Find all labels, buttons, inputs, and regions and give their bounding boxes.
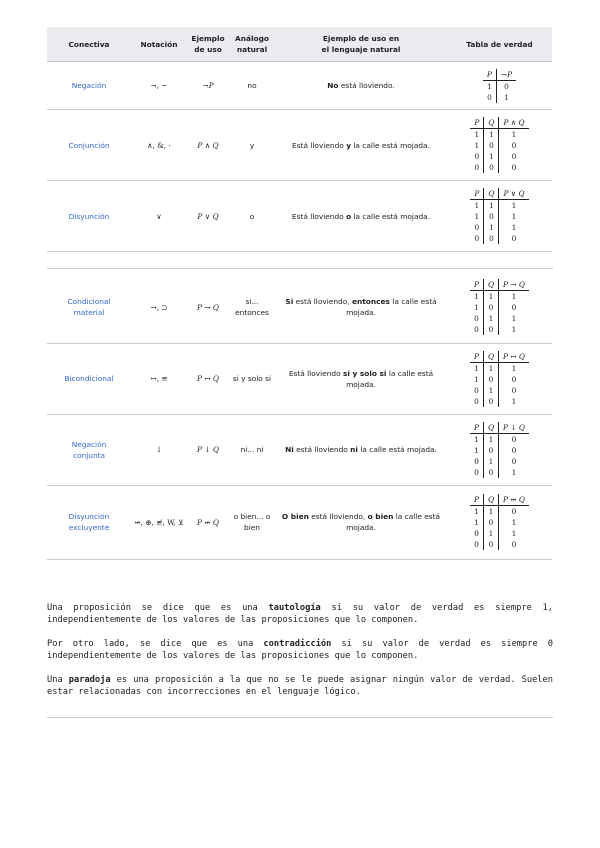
truth-table-row — [470, 433, 529, 445]
paragraph-paradoja — [47, 674, 553, 698]
truth-value: 1 — [484, 151, 499, 162]
natural-analog — [229, 485, 275, 559]
truth-value: 1 — [470, 129, 483, 141]
truth-value: 1 — [470, 517, 483, 528]
header-conectiva: Conectiva — [47, 27, 131, 62]
truth-value: 1 — [511, 314, 517, 324]
truth-value: 0 — [483, 92, 496, 103]
header-ejemplo-uso-line1: Ejemplo — [191, 34, 225, 43]
truth-value: 0 — [483, 324, 498, 335]
sentence-segment: ni — [350, 445, 358, 454]
connective-name-line: material — [73, 308, 105, 318]
truth-value: 0 — [470, 467, 483, 478]
natural-analog-line: bien — [244, 523, 260, 532]
sentence-segment: la calle está mojada. — [351, 211, 431, 221]
truth-value: 0 — [511, 456, 517, 466]
sentence-segment: si y solo si — [342, 368, 387, 378]
truth-value: 0 — [511, 540, 517, 549]
notation: ∧, &, · — [131, 110, 187, 181]
sentence-segment: la calle está mojada. — [346, 512, 441, 532]
truth-table-row — [470, 162, 528, 173]
truth-table-row — [470, 396, 529, 407]
truth-table-row — [470, 211, 528, 222]
sentence-segment: o bien — [367, 512, 394, 521]
header-ejemplo-lenguaje — [275, 27, 447, 62]
truth-value: 0 — [483, 517, 498, 528]
connective-name — [47, 272, 131, 343]
truth-value: 1 — [511, 363, 517, 373]
truth-table — [470, 188, 528, 244]
table-row — [47, 181, 552, 252]
natural-analog-line: si y solo si — [232, 374, 272, 383]
truth-value: 1 — [484, 129, 499, 141]
truth-table-row — [470, 140, 528, 151]
truth-value: 1 — [511, 518, 517, 527]
truth-table-cell — [447, 272, 552, 343]
sentence-segment: la calle está mojada. — [351, 140, 430, 150]
truth-table-column-header: P — [470, 279, 483, 291]
header-notacion: Notación — [131, 27, 187, 62]
truth-value: 0 — [484, 162, 499, 173]
truth-value: 0 — [483, 445, 498, 456]
notation: ¬, ~ — [131, 62, 187, 110]
natural-language-example — [275, 485, 447, 559]
truth-value: 1 — [483, 313, 498, 324]
notation: →, ⊃ — [131, 272, 187, 343]
paragraph-segment: Por otro lado, se dice que es una — [47, 639, 264, 649]
truth-value: 1 — [511, 396, 517, 406]
truth-value: 1 — [511, 201, 517, 210]
truth-value: 0 — [511, 374, 517, 384]
truth-value: 1 — [470, 433, 483, 445]
natural-language-example — [275, 181, 447, 252]
truth-value: 0 — [470, 385, 483, 396]
header-analogo-line1: Análogo — [235, 34, 269, 43]
truth-value: 1 — [483, 528, 498, 539]
truth-table-column-header: P — [483, 69, 496, 81]
table-separator — [47, 268, 553, 269]
sentence-segment: está lloviendo, — [308, 512, 368, 521]
truth-table-column-header: P — [470, 494, 483, 506]
truth-table-column-header: P ∧ Q — [499, 117, 529, 129]
truth-value: 1 — [504, 92, 509, 102]
header-analogo-line2: natural — [236, 45, 268, 54]
truth-value: 1 — [483, 506, 498, 518]
natural-analog-line: ni... ni — [240, 445, 264, 454]
connective-name-line: Bicondicional — [64, 374, 114, 383]
truth-table-column-header: P ∨ Q — [499, 188, 529, 200]
truth-value: 1 — [470, 140, 483, 151]
truth-table — [470, 117, 528, 173]
sentence-segment: la calle está mojada. — [357, 445, 437, 454]
truth-value: 0 — [470, 528, 483, 539]
truth-value: 0 — [504, 81, 509, 91]
sentence-segment: Ni — [285, 445, 294, 454]
truth-table-row — [483, 92, 516, 103]
truth-table-cell — [447, 485, 552, 559]
truth-table-column-header: P — [470, 188, 483, 200]
table-row — [47, 485, 552, 559]
truth-value: 1 — [483, 291, 498, 303]
truth-value: 1 — [470, 445, 483, 456]
usage-example: P ↮ Q — [187, 485, 229, 559]
truth-value: 0 — [511, 385, 517, 395]
connective-name — [47, 181, 131, 252]
connective-name-line: excluyente — [68, 523, 110, 532]
truth-value: 1 — [511, 467, 517, 477]
truth-table-header — [470, 494, 529, 506]
truth-value: 0 — [470, 233, 483, 244]
sentence-segment: la calle está mojada. — [346, 368, 434, 389]
paragraph-segment: paradoja — [68, 675, 111, 685]
truth-table-column-header: Q — [484, 117, 499, 129]
truth-table-row — [470, 445, 529, 456]
truth-table-wrapper — [447, 494, 552, 550]
natural-analog — [229, 272, 275, 343]
header-ejemplo-lenguaje-line1: Ejemplo de uso en — [322, 34, 400, 43]
connective-name-line: Negación — [71, 81, 107, 90]
truth-table-column-header: ¬P — [496, 69, 516, 81]
truth-value: 0 — [511, 445, 517, 455]
paragraph-segment: contradicción — [263, 639, 332, 649]
table-row — [47, 272, 552, 343]
truth-table-row — [470, 467, 529, 478]
paragraph-segment: tautología — [268, 603, 321, 613]
header-ejemplo-uso-line2: de uso — [194, 45, 222, 54]
natural-language-example — [275, 343, 447, 414]
connective-name-line: Condicional — [67, 297, 111, 307]
truth-value: 0 — [470, 396, 483, 407]
truth-value: 1 — [484, 222, 499, 233]
truth-table-cell — [447, 181, 552, 252]
truth-value: 1 — [483, 433, 498, 445]
table-row — [47, 62, 552, 110]
truth-table-column-header: P — [470, 351, 483, 363]
header-ejemplo-lenguaje-line2: el lenguaje natural — [321, 45, 401, 54]
notation: ↮, ⊕, ≢, W, ⊻ — [131, 485, 187, 559]
connectives-table-body — [47, 62, 552, 252]
truth-value: 0 — [511, 163, 517, 172]
natural-analog-line: si... entonces — [235, 297, 269, 318]
truth-table-header — [470, 117, 528, 129]
sentence-segment: Está lloviendo — [292, 140, 347, 150]
paragraph-segment: Una — [47, 675, 69, 685]
truth-value: 1 — [470, 506, 483, 518]
truth-table-cell — [447, 343, 552, 414]
truth-table-wrapper — [447, 422, 552, 478]
truth-value: 0 — [511, 141, 517, 150]
header-analogo — [229, 27, 275, 62]
truth-table-row — [470, 291, 529, 303]
truth-value: 1 — [470, 302, 483, 313]
truth-table-column-header: Q — [483, 279, 498, 291]
truth-value: 1 — [470, 362, 483, 374]
natural-analog-line: o — [249, 211, 255, 221]
paragraph-segment: Una proposición se dice que es una — [47, 603, 269, 613]
truth-table-wrapper — [447, 188, 552, 244]
table-row — [47, 110, 552, 181]
truth-table — [470, 494, 529, 550]
natural-language-example — [275, 110, 447, 181]
truth-value: 1 — [470, 374, 483, 385]
truth-table-row — [470, 200, 528, 212]
truth-table-header — [470, 422, 529, 434]
paragraph-tautologia — [47, 602, 553, 626]
truth-table-column-header: P → Q — [499, 279, 529, 291]
truth-table-column-header: P ↓ Q — [499, 422, 529, 434]
truth-value: 1 — [470, 291, 483, 303]
connectives-table-continued — [47, 272, 552, 560]
natural-language-example — [275, 414, 447, 485]
truth-value: 0 — [470, 151, 483, 162]
truth-table-row — [470, 506, 529, 518]
truth-table-header — [470, 188, 528, 200]
connectives-table — [47, 27, 552, 252]
truth-value: 0 — [511, 152, 517, 161]
truth-table — [470, 422, 529, 478]
sentence-segment: y — [346, 140, 352, 150]
truth-table-row — [470, 374, 529, 385]
usage-example: P ↓ Q — [187, 414, 229, 485]
truth-table-row — [470, 233, 528, 244]
truth-value: 1 — [511, 529, 517, 538]
connective-name — [47, 414, 131, 485]
truth-value: 0 — [470, 162, 483, 173]
truth-value: 1 — [511, 325, 517, 335]
truth-table-row — [470, 517, 529, 528]
truth-table-wrapper — [447, 351, 552, 407]
truth-table-column-header: Q — [483, 422, 498, 434]
truth-value: 0 — [483, 396, 498, 407]
paragraph-segment: si su valor de verdad es siempre 1, independientemente de los valores de las proposiciones que lo componen. — [47, 603, 553, 625]
usage-example: P ∧ Q — [187, 110, 229, 181]
truth-table-column-header: P — [470, 117, 483, 129]
truth-table-header — [470, 279, 529, 291]
natural-language-example — [275, 62, 447, 110]
truth-value: 0 — [511, 234, 517, 243]
truth-table-column-header: P ↮ Q — [499, 494, 529, 506]
truth-value: 1 — [470, 200, 483, 212]
truth-table-row — [470, 539, 529, 550]
truth-table-row — [470, 456, 529, 467]
truth-value: 0 — [484, 233, 499, 244]
natural-analog — [229, 414, 275, 485]
paragraph-contradiccion — [47, 638, 553, 662]
truth-table-column-header: Q — [483, 494, 498, 506]
natural-analog — [229, 343, 275, 414]
truth-value: 1 — [511, 130, 517, 139]
truth-value: 1 — [511, 212, 517, 221]
truth-value: 0 — [483, 302, 498, 313]
truth-value: 0 — [511, 303, 517, 313]
truth-value: 0 — [470, 324, 483, 335]
truth-table-row — [470, 528, 529, 539]
sentence-segment: Si — [285, 297, 294, 307]
truth-table-column-header: P — [470, 422, 483, 434]
truth-value: 0 — [484, 140, 499, 151]
truth-value: 0 — [483, 467, 498, 478]
truth-table-header — [483, 69, 516, 81]
natural-analog — [229, 181, 275, 252]
connectives-table-continued-body — [47, 272, 552, 559]
sentence-segment: la calle está mojada. — [346, 297, 437, 318]
connective-name — [47, 343, 131, 414]
header-ejemplo-uso — [187, 27, 229, 62]
sentence-segment: No — [327, 81, 339, 90]
truth-value: 1 — [483, 80, 496, 92]
paragraph-segment: es una proposición a la que no se le puede asignar ningún valor de verdad. Suelen estar relacionadas con incorrecciones en el lenguaje lógico. — [47, 675, 553, 697]
paragraph-segment: si su valor de verdad es siempre 0 independientemente de los valores de las proposiciones que lo componen. — [47, 639, 553, 661]
sentence-segment: entonces — [351, 297, 390, 307]
truth-table-row — [470, 385, 529, 396]
truth-table-row — [470, 222, 528, 233]
notation: ↓ — [131, 414, 187, 485]
truth-value: 0 — [511, 507, 517, 516]
usage-example: P → Q — [187, 272, 229, 343]
truth-value: 1 — [483, 385, 498, 396]
truth-table-row — [470, 302, 529, 313]
truth-value: 1 — [484, 200, 499, 212]
truth-table-row — [470, 324, 529, 335]
truth-value: 1 — [483, 362, 498, 374]
truth-value: 0 — [484, 211, 499, 222]
truth-value: 0 — [470, 222, 483, 233]
truth-table-cell — [447, 414, 552, 485]
sentence-segment: Está lloviendo — [288, 368, 343, 378]
notation: ∨ — [131, 181, 187, 252]
usage-example: ¬P — [187, 62, 229, 110]
truth-table-column-header: Q — [484, 188, 499, 200]
connective-name-line: Disyunción — [68, 512, 110, 521]
truth-table-wrapper — [447, 69, 552, 103]
table-row — [47, 414, 552, 485]
sentence-segment: Está lloviendo — [291, 211, 347, 221]
truth-table — [470, 279, 529, 335]
truth-table-wrapper — [447, 279, 552, 335]
table-header-row — [47, 27, 552, 62]
connective-name — [47, 62, 131, 110]
truth-value: 1 — [470, 211, 483, 222]
natural-analog-line: o bien... o — [233, 512, 271, 521]
sentence-segment: o — [346, 211, 352, 221]
connective-name — [47, 110, 131, 181]
usage-example: P ↔ Q — [187, 343, 229, 414]
natural-analog — [229, 110, 275, 181]
natural-analog — [229, 62, 275, 110]
truth-value: 0 — [511, 434, 517, 444]
truth-value: 0 — [470, 313, 483, 324]
connective-name-line: Disyunción — [68, 211, 110, 221]
connective-name-line: Negación — [71, 439, 107, 449]
header-tabla: Tabla de verdad — [447, 27, 552, 62]
truth-table — [470, 351, 529, 407]
truth-table-cell — [447, 110, 552, 181]
truth-table — [483, 69, 516, 103]
truth-table-cell — [447, 62, 552, 110]
truth-value: 0 — [483, 539, 498, 550]
truth-table-row — [470, 129, 528, 141]
truth-table-row — [470, 151, 528, 162]
truth-value: 1 — [483, 456, 498, 467]
truth-table-wrapper — [447, 117, 552, 173]
bottom-divider — [47, 717, 553, 718]
connective-name-line: conjunta — [72, 450, 106, 460]
connective-name-line: Conjunción — [68, 140, 110, 150]
notation: ↔, ≡ — [131, 343, 187, 414]
sentence-segment: O bien — [281, 512, 309, 521]
sentence-segment: está lloviendo, — [293, 297, 352, 307]
truth-table-row — [470, 313, 529, 324]
truth-value: 0 — [470, 539, 483, 550]
connective-name — [47, 485, 131, 559]
natural-analog-line: y — [249, 140, 255, 150]
table-row — [47, 343, 552, 414]
natural-analog-line: no — [247, 81, 257, 90]
truth-table-row — [470, 362, 529, 374]
truth-value: 1 — [511, 223, 517, 232]
truth-table-column-header: P ↔ Q — [499, 351, 529, 363]
truth-value: 0 — [470, 456, 483, 467]
sentence-segment: está lloviendo. — [338, 81, 395, 90]
truth-value: 1 — [511, 292, 517, 302]
usage-example: P ∨ Q — [187, 181, 229, 252]
truth-table-row — [483, 80, 516, 92]
natural-language-example — [275, 272, 447, 343]
truth-table-header — [470, 351, 529, 363]
truth-table-column-header: Q — [483, 351, 498, 363]
sentence-segment: está lloviendo — [293, 445, 351, 454]
truth-value: 0 — [483, 374, 498, 385]
